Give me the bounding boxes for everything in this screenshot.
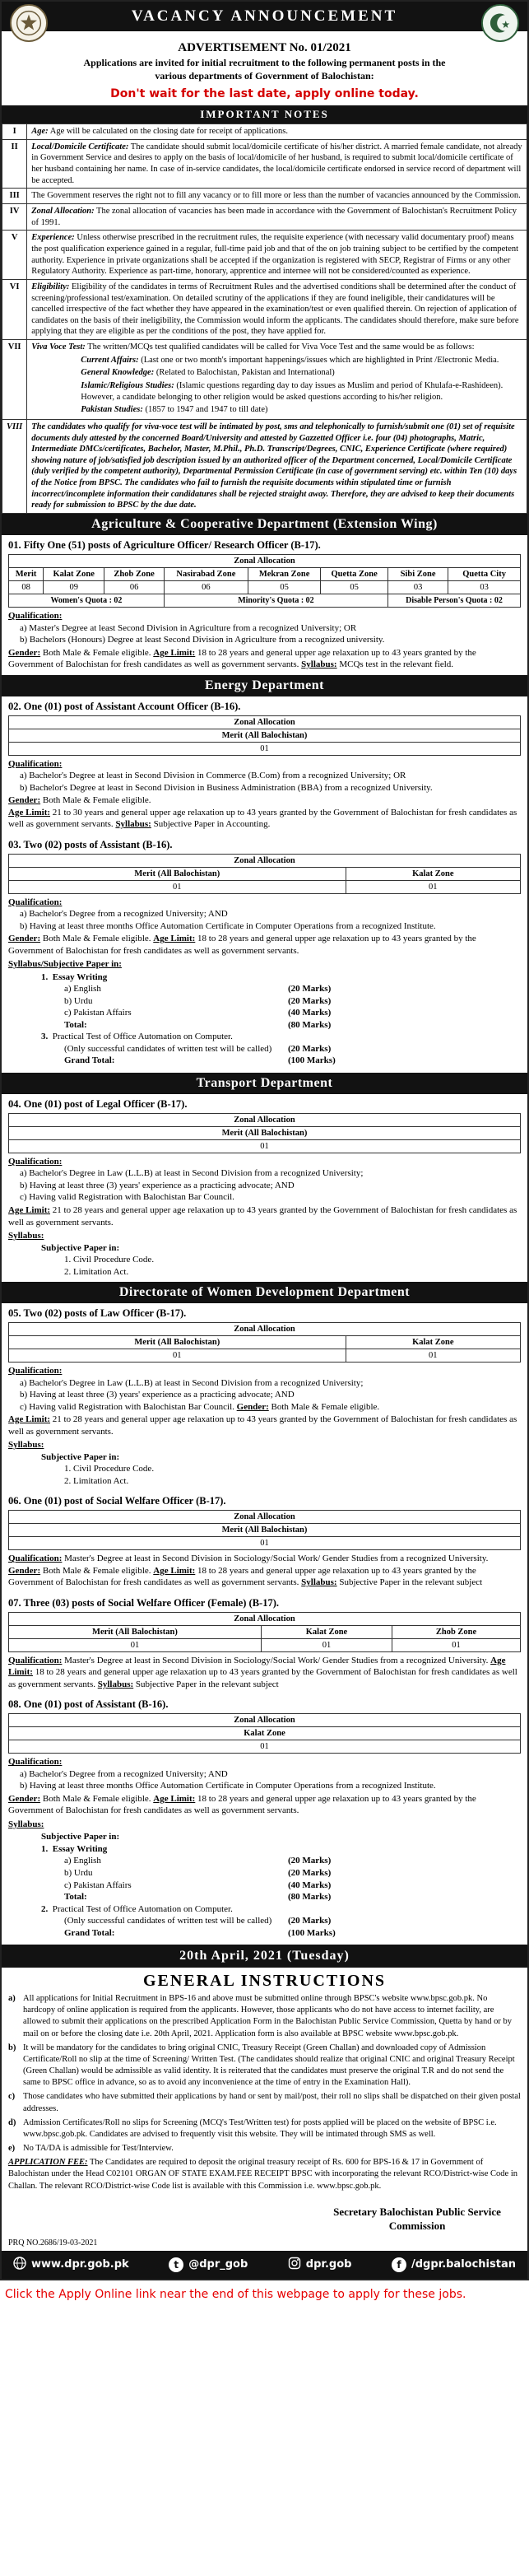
footer-twitter-text: @dpr_gob [188, 2258, 248, 2271]
note-row [2, 204, 527, 231]
qualification-block [8, 758, 521, 831]
age-limit-text: 21 to 30 years and general upper age relaxation up to 43 years granted by the Government of Balochistan for fresh candidates as well as government servants. [8, 807, 517, 830]
zonal-allocation-table [8, 854, 521, 894]
qualification-block [8, 1655, 521, 1691]
gender-label: Gender: [8, 647, 41, 658]
essay-item: c) Pakistan Affairs [64, 1008, 132, 1018]
zone-column-header: Merit (All Balochistan) [9, 867, 346, 880]
bpsc-crest-logo [10, 4, 48, 42]
subjective-paper-head: Subjective Paper in: [41, 1451, 120, 1462]
zone-count: 01 [346, 1349, 520, 1363]
zonal-allocation-table [8, 1322, 521, 1363]
zone-count: 08 [9, 581, 44, 594]
note-text: Eligibility of the candidates in terms of Recruitment Rules and the advertised conditions shall be determined after the conduct of screening/professional test/examination. On detailed scrutiny of the applications if they are found ineligible, their candidatures will be cancelled irrespective of the fact whether they have appeared in the examination/test or even qualified therein. On rejection of application of candidates on the basis of their ineligibility, the Commission would inform the applicants. The candidates should therefore, make sure before applying that they are eligible as per the conditions of the post, they have applied for. [31, 282, 519, 337]
facebook-icon: f [392, 2257, 406, 2272]
post-meta [8, 933, 521, 957]
note-number: VIII [2, 419, 27, 513]
application-fee-text: The Candidates are required to deposit the original treasury receipt of Rs. 600 for BPS-16 & 17 in Government of Balochistan under the Head C02101 ORGAN OF STATE EXAM.FEE RECEIPT BPSC with incorporating the relevant RCO/District-wise Code in Challan. The relevant RCO/District-wise Code list is available with this Commission i.e. www.bpsc.gob.pk. [8, 2158, 517, 2191]
footer-website [13, 2257, 129, 2273]
post-block-07 [2, 1593, 527, 1695]
zone-count: 03 [448, 581, 521, 594]
note-cell [27, 279, 527, 339]
note-label: Experience: [31, 233, 75, 243]
note-cell [27, 231, 527, 280]
item-number: 1. [41, 1843, 49, 1854]
balochistan-govt-emblem-logo [481, 4, 519, 42]
grand-total-label: Grand Total: [64, 1055, 115, 1066]
age-limit-label: Age Limit: [8, 1414, 51, 1425]
post-title: 08. One (01) post of Assistant (B-16). [8, 1698, 169, 1711]
zone-count: 01 [9, 1349, 346, 1363]
zone-column-header: Nasirabad Zone [164, 568, 248, 581]
instruction-item [8, 2043, 521, 2089]
viva-subject-row [81, 404, 522, 416]
qualification-paragraph [8, 1553, 521, 1589]
post-block-04 [2, 1094, 527, 1282]
apply-online-note: Don't wait for the last date, apply online today. [110, 87, 419, 101]
zone-column-header: Merit (All Balochistan) [9, 1625, 262, 1638]
marks-value: (20 Marks) [288, 1856, 332, 1866]
essay-writing-label: Essay Writing [52, 1843, 108, 1854]
instruction-letter: c) [8, 2092, 16, 2102]
viva-subject-row [81, 355, 522, 366]
note-text: Unless otherwise prescribed in the recruitment rules, the requisite experience (with necessary valid documentary proof) means the post qualification experience gained in a regular, full-time paid job and that of the on job training subject to be certified by the competent authority. Experience in private organizations shall be accepted if the organization is registered with SECP, Registrar of Firms or any other Regulatory Authority. Experience as part-time, honorary, apprentice and internee will not be considered/counted as experience. [31, 233, 519, 277]
qualification-line: b) Bachelors (Honours) Degree at least Second Division in Agriculture from a recognized university. [20, 635, 385, 645]
post-block-02 [2, 696, 527, 835]
instruction-text: All applications for Initial Recruitment in BPS-16 and above must be submitted online through BPSC's website www.bpsc.gob.pk. No hardcopy of online application is required from the applicants. However, those applicants who do not have access to internet facility, are allowed to submit their applications on the prescribed Application Form in the Balochistan Public Service Commission, Quetta by hand or by mail on or before the closing date i.e. 20th April, 2021. Application form is also available at BPSC website www.bpsc.gob.pk. [23, 1994, 513, 2038]
essay-item: c) Pakistan Affairs [64, 1880, 132, 1890]
section-header-agriculture: Agriculture & Cooperative Department (Extension Wing) [2, 514, 527, 535]
zonal-allocation-caption: Zonal Allocation [9, 1612, 521, 1625]
qualification-label: Qualification: [8, 897, 63, 907]
qualification-text: Master's Degree at least in Second Division in Sociology/Social Work/ Gender Studies from a recognized University. [64, 1554, 489, 1564]
syllabus-block [8, 1230, 521, 1278]
post-block-08 [2, 1694, 527, 1945]
age-limit-label: Age Limit: [8, 807, 51, 818]
zonal-allocation-caption: Zonal Allocation [9, 854, 521, 867]
footer-instagram [288, 2257, 352, 2273]
subjective-item: 2. Limitation Act. [64, 1266, 129, 1277]
application-fee-note [8, 2157, 521, 2192]
note-label: Age: [31, 127, 49, 137]
zone-count: 01 [346, 880, 520, 893]
qualification-line: b) Bachelor's Degree at least in Second Division in Business Administration (BBA) from a recognized University. [20, 782, 433, 793]
note-number: I [2, 124, 27, 140]
instruction-text: Admission Certificates/Roll no slips for Screening (MCQ's Test/Written test) for posts applied will be placed on the website of BPSC i.e. www.bpsc.gob.pk. Candidates are advised to frequently visit this website. They will be intimated through SMS as well. [23, 2117, 497, 2139]
qualification-line: a) Master's Degree at least Second Division in Agriculture from a recognized University; OR [20, 622, 357, 633]
qualification-label: Qualification: [8, 1757, 63, 1768]
marks-table [41, 971, 395, 1067]
qualification-label: Qualification: [8, 611, 63, 622]
post-block-05 [2, 1303, 527, 1491]
essay-item: a) English [64, 1856, 101, 1866]
note-cell [27, 204, 527, 231]
note-row [2, 419, 527, 513]
note-text: Age will be calculated on the closing date for receipt of applications. [49, 127, 288, 137]
qualification-line: a) Bachelor's Degree in Law (L.L.B) at least in Second Division from a recognized University; [20, 1168, 364, 1179]
zone-column-header: Merit (All Balochistan) [9, 729, 521, 742]
syllabus-text: Subjective Paper in the relevant subject [135, 1679, 279, 1689]
qualification-line: a) Bachelor's Degree in Law (L.L.B) at least in Second Division from a recognized University; [20, 1377, 364, 1388]
note-text: The written/MCQs test qualified candidates will be called for Viva Voce Test and the same would be as follows: [87, 342, 475, 352]
zonal-allocation-table [8, 1612, 521, 1652]
zone-column-header: Kalat Zone [261, 1625, 392, 1638]
instruction-text: No TA/DA is admissible for Test/Interview. [23, 2144, 174, 2154]
minority-quota-cell: Minority's Quota : 02 [164, 594, 387, 608]
note-label: Local/Domicile Certificate: [31, 142, 129, 151]
disable-quota-cell: Disable Person's Quota : 02 [387, 594, 520, 608]
closing-date-bar: 20th April, 2021 (Tuesday) [2, 1945, 527, 1968]
qualification-line-text: c) Having valid Registration with Balochistan Bar Council. [20, 1401, 234, 1412]
footer-website-text: www.dpr.gob.pk [31, 2258, 129, 2271]
instruction-letter: e) [8, 2144, 16, 2154]
zone-column-header: Merit (All Balochistan) [9, 1126, 521, 1139]
secretary-signature: Secretary Balochistan Public Service Commission [333, 2205, 501, 2232]
subjective-paper-head: Subjective Paper in: [41, 1242, 120, 1253]
zone-count: 01 [9, 880, 346, 893]
syllabus-text: MCQs test in the relevant field. [339, 659, 454, 670]
zone-column-header: Merit (All Balochistan) [9, 1336, 346, 1349]
zone-count: 01 [9, 1638, 262, 1651]
practical-marks: (20 Marks) [288, 1043, 332, 1054]
total-label: Total: [64, 1019, 87, 1030]
zonal-allocation-table [8, 554, 521, 608]
note-row [2, 189, 527, 204]
apply-online-instruction: Click the Apply Online link near the end of this webpage to apply for these jobs. [5, 2287, 466, 2301]
note-number: VII [2, 340, 27, 420]
syllabus-label: Syllabus: [8, 1819, 44, 1829]
instruction-text: Those candidates who have submitted their applications by hand or sent by mail/post, their roll no slips shall be dispatched on their given postal addresses. [23, 2092, 521, 2113]
instagram-icon [288, 2257, 301, 2273]
age-limit-text: 18 to 28 years and general upper age relaxation up to 43 years granted by the Government of Balochistan for fresh candidates as well as government servants. [8, 934, 476, 956]
syllabus-label: Syllabus: [8, 1440, 44, 1451]
essay-writing-label: Essay Writing [52, 971, 108, 982]
post-block-06 [2, 1491, 527, 1593]
qualification-line: a) Bachelor's Degree at least in Second Division in Commerce (B.Com) from a recognized University; OR [20, 771, 406, 781]
age-limit-text: 21 to 28 years and general upper age relaxation up to 43 years granted by the Government of Balochistan for fresh candidates as well as government servants. [8, 1414, 517, 1437]
post-meta [8, 1793, 521, 1817]
note-row [2, 340, 527, 420]
note-row [2, 124, 527, 140]
age-limit-label: Age Limit: [153, 934, 196, 944]
age-limit-label: Age Limit: [153, 647, 196, 658]
total-label: Total: [64, 1892, 87, 1903]
section-header-women-development: Directorate of Women Development Department [2, 1282, 527, 1303]
application-fee-label: APPLICATION FEE: [8, 2158, 88, 2168]
marks-value: (20 Marks) [288, 984, 332, 995]
zonal-allocation-table [8, 1113, 521, 1153]
zonal-allocation-caption: Zonal Allocation [9, 715, 521, 729]
zonal-allocation-table [8, 1713, 521, 1754]
instruction-item [8, 1993, 521, 2040]
syllabus-label: Syllabus: [301, 1577, 337, 1588]
post-block-03 [2, 835, 527, 1073]
practical-marks: (20 Marks) [288, 1916, 332, 1926]
zone-column-header: Merit (All Balochistan) [9, 1524, 521, 1537]
footer-facebook-text: /dgpr.balochistan [411, 2258, 516, 2271]
document-header-bar [2, 2, 527, 31]
note-cell [27, 124, 527, 140]
qualification-block [8, 897, 521, 957]
zone-column-header: Kalat Zone [346, 1336, 520, 1349]
zone-column-header: Sibi Zone [387, 568, 448, 581]
zonal-allocation-caption: Zonal Allocation [9, 1113, 521, 1126]
note-text: The candidate should submit local/domicile certificate of his/her district. A married female candidate, not already in Government Service and desires to apply on the basis of local/domicile of her husband, is required to submit local/domicile certificate of her husband containing her name. In case of in-service candidates, the local/domicile certificate endorsed in service record of department will be accepted. [31, 142, 522, 185]
note-cell [27, 419, 527, 513]
post-title: 04. One (01) post of Legal Officer (B-17). [8, 1097, 188, 1110]
zonal-allocation-table [8, 715, 521, 756]
qualification-block [8, 1156, 521, 1228]
syllabus-block [8, 1439, 521, 1487]
footer-instagram-text: dpr.gob [305, 2258, 352, 2271]
syllabus-block [8, 1819, 521, 1939]
marks-value: (40 Marks) [288, 1880, 332, 1890]
gender-text: Both Male & Female eligible. [42, 1793, 151, 1804]
note-label: Zonal Allocation: [31, 207, 95, 217]
viva-subject-row [81, 380, 522, 403]
essay-item: a) English [64, 984, 101, 995]
zonal-allocation-caption: Zonal Allocation [9, 1714, 521, 1727]
instruction-item [8, 2091, 521, 2114]
syllabus-label: Syllabus: [115, 819, 151, 830]
zone-column-header: Quetta City [448, 568, 521, 581]
essay-item: b) Urdu [64, 995, 93, 1006]
note-text: The candidates who qualify for viva-voce test will be intimated by post, sms and telephonically to furnish/submit one (01) set of requisite documents duly attested by the concerned Board/University and attested by Gazzetted Officer i.e. four (04) photographs, Matric, Intermediate DMCs/certificates, Bachelor, Master, M.Phil., Ph.D. Transcript/Degrees, CNIC, Experience Certificate (where required) showing nature of job/satisfied job description issued by an authorized officer of the Department concerned, Local/Domicile Certificate (duly verified by the competent authority), Departmental Permission Certificate (in case of government serving) etc. within Ten (10) days of the Notice from BPSC. The candidates who fail to furnish the requisite documents within stipulated time or furnish incorrect/incomplete information their candidatures shall be rejected straight away. Therefore, they are advised to keep their documents ready for submission to BPSC by the due date. [31, 422, 517, 510]
zone-column-header: Mekran Zone [248, 568, 320, 581]
gender-text: Both Male & Female eligible. [42, 934, 151, 944]
post-title: 03. Two (02) posts of Assistant (B-16). [8, 838, 173, 850]
zone-count: 01 [9, 1537, 521, 1550]
zonal-allocation-caption: Zonal Allocation [9, 1323, 521, 1336]
zone-count: 01 [9, 742, 521, 755]
note-label: Eligibility: [31, 282, 70, 291]
zone-column-header: Zhob Zone [392, 1625, 521, 1638]
syllabus-block [8, 958, 521, 1067]
age-limit-label: Age Limit: [153, 1793, 196, 1804]
post-title: 07. Three (03) posts of Social Welfare Officer (Female) (B-17). [8, 1596, 279, 1609]
footer-twitter [169, 2257, 248, 2272]
item-number: 3. [41, 1032, 49, 1042]
qualification-label: Qualification: [8, 758, 63, 769]
note-row [2, 231, 527, 280]
note-label: Viva Voce Test: [31, 342, 86, 352]
footer-facebook [392, 2257, 516, 2272]
total-marks: (80 Marks) [288, 1892, 332, 1903]
qualification-block [8, 1365, 521, 1437]
qualification-line: a) Bachelor's Degree from a recognized University; AND [20, 1768, 228, 1779]
viva-subject-text: (Last one or two month's important happenings/issues which are highlighted in Print /Electronic Media. [141, 355, 499, 365]
subjective-paper-head: Subjective Paper in: [41, 1832, 120, 1842]
note-number: III [2, 189, 27, 204]
zonal-allocation-caption: Zonal Allocation [9, 555, 521, 568]
viva-subject-label: Islamic/Religious Studies: [81, 381, 174, 390]
instruction-letter: a) [8, 1994, 16, 2004]
zonal-allocation-caption: Zonal Allocation [9, 1511, 521, 1524]
age-limit-text: 18 to 28 years and general upper age relaxation up to 43 years granted by the Government of Balochistan for fresh candidates as well as government servants. [8, 1793, 476, 1816]
zone-column-header: Kalat Zone [44, 568, 104, 581]
zone-column-header: Kalat Zone [346, 867, 520, 880]
viva-subject-label: Pakistan Studies: [81, 405, 143, 415]
item-number: 2. [41, 1903, 49, 1914]
qualification-line [20, 1401, 521, 1414]
gender-label: Gender: [8, 934, 41, 944]
zone-count: 05 [321, 581, 388, 594]
practical-note: (Only successful candidates of written test will be called) [64, 1043, 272, 1054]
zone-count: 06 [164, 581, 248, 594]
instruction-item [8, 2117, 521, 2140]
practical-test-text: Practical Test of Office Automation on Computer. [52, 1903, 233, 1914]
age-limit-label: Age Limit: [153, 1565, 196, 1576]
gender-text: Both Male & Female eligible. [42, 647, 151, 658]
important-notes-header: IMPORTANT NOTES [2, 105, 527, 123]
gender-text: Both Male & Female eligible. [42, 795, 151, 806]
practical-note: (Only successful candidates of written test will be called) [64, 1916, 272, 1926]
age-limit-text: 21 to 28 years and general upper age relaxation up to 43 years granted by the Government of Balochistan for fresh candidates as well as government servants. [8, 1205, 517, 1227]
zonal-allocation-table [8, 1510, 521, 1550]
post-meta [8, 1204, 521, 1228]
instruction-item [8, 2143, 521, 2154]
prq-number: PRQ NO.2686/19-03-2021 [8, 2238, 98, 2248]
qualification-line: a) Bachelor's Degree from a recognized University; AND [20, 909, 228, 920]
age-limit-label: Age Limit: [8, 1655, 506, 1678]
viva-subject-row [81, 367, 522, 379]
qualification-text: Master's Degree at least in Second Division in Sociology/Social Work/ Gender Studies from a recognized University. [64, 1655, 489, 1665]
subjective-item: 2. Limitation Act. [64, 1475, 129, 1486]
zone-count: 01 [9, 1740, 521, 1754]
grand-total-label: Grand Total: [64, 1927, 115, 1938]
syllabus-head: Syllabus/Subjective Paper in: [8, 959, 122, 970]
section-header-transport: Transport Department [2, 1073, 527, 1094]
note-number: V [2, 231, 27, 280]
qualification-line: c) Having valid Registration with Balochistan Bar Council. [20, 1192, 234, 1203]
age-limit-label: Age Limit: [8, 1205, 51, 1215]
note-row [2, 139, 527, 189]
grand-total-marks: (100 Marks) [288, 1927, 336, 1938]
footer-social-bar [2, 2251, 527, 2279]
gender-text: Both Male & Female eligible. [42, 1565, 151, 1576]
twitter-icon: t [169, 2257, 183, 2272]
page-title: VACANCY ANNOUNCEMENT [131, 7, 398, 25]
general-instructions-list [2, 1993, 527, 2197]
zone-count: 09 [44, 581, 104, 594]
qualification-block [8, 1756, 521, 1817]
qualification-paragraph [8, 1655, 521, 1691]
syllabus-label: Syllabus: [97, 1679, 134, 1689]
post-meta [8, 647, 521, 671]
age-limit-text: 18 to 28 years and general upper age relaxation up to 43 years granted by the Government of Balochistan for fresh candidates as well as government servants. [8, 647, 476, 670]
qualification-label: Qualification: [8, 1156, 63, 1167]
grand-total-marks: (100 Marks) [288, 1055, 336, 1066]
syllabus-label: Syllabus: [301, 659, 337, 670]
qualification-line: b) Having at least three months Office Automation Certificate in Computer Operations from a recognized Institute. [20, 920, 436, 931]
zone-count: 01 [9, 1139, 521, 1153]
note-cell [27, 189, 527, 204]
zone-count: 01 [261, 1638, 392, 1651]
note-number: II [2, 139, 27, 189]
womens-quota-cell: Women's Quota : 02 [9, 594, 165, 608]
zone-column-header: Quetta Zone [321, 568, 388, 581]
post-meta [8, 1414, 521, 1437]
globe-icon [13, 2257, 26, 2273]
qualification-line: b) Having at least three (3) years' experience as a practicing advocate; AND [20, 1390, 295, 1400]
intro-text: Applications are invited for initial recruitment to the following permanent posts in the various departments of Government of Balochistan: [83, 57, 446, 82]
note-cell [27, 139, 527, 189]
note-cell [27, 340, 527, 420]
viva-subject-text: (Islamic questions regarding day to day issues as Muslim and period of Khulafa-e-Rashideen). However, a candidate belonging to other religion would be asked questions according to his/her religion. [81, 381, 503, 402]
qualification-block [8, 610, 521, 671]
zone-column-header: Merit [9, 568, 44, 581]
note-number: IV [2, 204, 27, 231]
zone-column-header: Kalat Zone [9, 1727, 521, 1740]
zone-count: 06 [104, 581, 165, 594]
post-title: 05. Two (02) posts of Law Officer (B-17). [8, 1307, 187, 1320]
general-instructions-header: GENERAL INSTRUCTIONS [142, 1972, 387, 1991]
marks-table [41, 1831, 395, 1939]
zone-count: 03 [387, 581, 448, 594]
post-title: 01. Fifty One (51) posts of Agriculture Officer/ Research Officer (B-17). [8, 539, 321, 552]
post-title: 02. One (01) post of Assistant Account Officer (B-16). [8, 700, 241, 712]
qualification-line: b) Having at least three months Office Automation Certificate in Computer Operations from a recognized Institute. [20, 1781, 436, 1791]
syllabus-text: Subjective Paper in the relevant subject [339, 1577, 483, 1588]
instruction-letter: d) [8, 2117, 16, 2127]
marks-value: (20 Marks) [288, 995, 332, 1006]
marks-value: (20 Marks) [288, 1867, 332, 1878]
note-text: The Government reserves the right not to fill any vacancy or to fill more or less than the number of vacancies announced by the Commission. [31, 191, 521, 201]
note-text: The zonal allocation of vacancies has been made in accordance with the Government of Balochistan's Recruitment Policy of 1991. [31, 207, 517, 227]
qualification-label: Qualification: [8, 1655, 63, 1665]
qualification-line: b) Having at least three (3) years' experience as a practicing advocate; AND [20, 1180, 295, 1190]
post-meta [8, 794, 521, 831]
qualification-label: Qualification: [8, 1366, 63, 1377]
total-marks: (80 Marks) [288, 1019, 332, 1030]
essay-item: b) Urdu [64, 1867, 93, 1878]
post-title: 06. One (01) post of Social Welfare Officer (B-17). [8, 1495, 226, 1507]
syllabus-label: Syllabus: [8, 1231, 44, 1241]
gender-label: Gender: [236, 1401, 269, 1412]
practical-test-text: Practical Test of Office Automation on Computer. [52, 1032, 233, 1042]
section-header-energy: Energy Department [2, 675, 527, 696]
qualification-label: Qualification: [8, 1554, 63, 1564]
qualification-block [8, 1553, 521, 1589]
syllabus-text: Subjective Paper in Accounting. [153, 819, 271, 830]
note-row [2, 279, 527, 339]
viva-subject-label: Current Affairs: [81, 355, 139, 365]
gender-label: Gender: [8, 795, 41, 806]
instruction-text: It will be mandatory for the candidates to bring original CNIC, Treasury Receipt (Green Challan) and downloaded copy of Admission Certificate/Roll no slip at the time of Screening/ Written Test. (The candidates should realize that original CNIC and original Treasury Receipt (Green Challan) would be admissible as valid identity. It is reiterated that the candidates must preserve the original T.R and do not send the same to BPSC office in advance, so as to avoid any inconvenience at the time of entry in the Examination Hall). [23, 2043, 515, 2088]
viva-subject-text: (Related to Balochistan, Pakistan and International) [155, 368, 335, 378]
zone-count: 05 [248, 581, 320, 594]
gender-label: Gender: [8, 1793, 41, 1804]
important-notes-table [2, 123, 527, 514]
viva-subject-label: General Knowledge: [81, 368, 155, 378]
gender-label: Gender: [8, 1565, 41, 1576]
marks-value: (40 Marks) [288, 1008, 332, 1018]
item-number: 1. [41, 971, 49, 982]
instruction-letter: b) [8, 2043, 16, 2052]
zone-column-header: Zhob Zone [104, 568, 165, 581]
post-block-01 [2, 535, 527, 675]
note-number: VI [2, 279, 27, 339]
subjective-item: 1. Civil Procedure Code. [64, 1255, 155, 1265]
advertisement-number: ADVERTISEMENT No. 01/2021 [178, 41, 351, 54]
viva-subject-text: (1857 to 1947 and 1947 to till date) [145, 405, 268, 415]
zone-count: 01 [392, 1638, 521, 1651]
subjective-item: 1. Civil Procedure Code. [64, 1464, 155, 1474]
age-limit-text: 18 to 28 years and general upper age relaxation up to 43 years granted by the Government of Balochistan for fresh candidates as well as government servants. [8, 1565, 476, 1588]
age-limit-text: 18 to 28 years and general upper age relaxation up to 43 years granted by the Government of Balochistan for fresh candidates as well as government servants. [8, 1667, 517, 1689]
gender-text: Both Male & Female eligible. [271, 1401, 380, 1412]
